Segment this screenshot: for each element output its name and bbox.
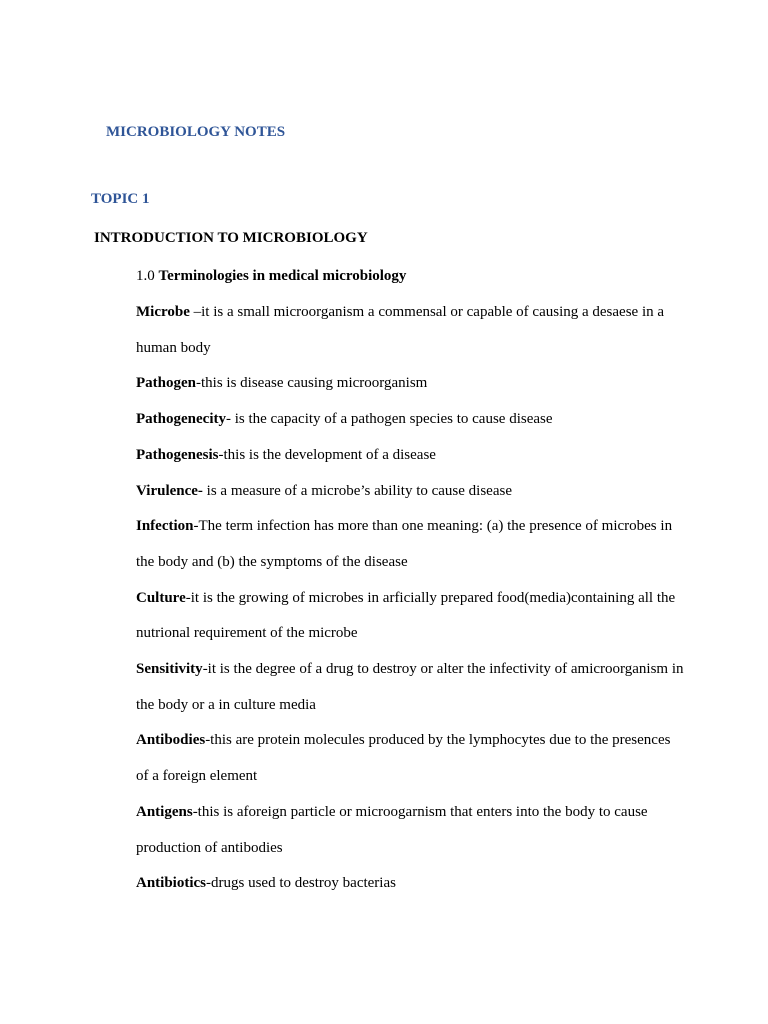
topic-heading: TOPIC 1 xyxy=(91,191,150,207)
definition-term: Pathogen xyxy=(136,375,196,392)
definition-item xyxy=(136,474,686,510)
section-number: 1.0 xyxy=(136,268,155,284)
definition-text: - is the capacity of a pathogen species to cause disease xyxy=(225,411,553,428)
definition-item xyxy=(136,723,686,794)
definition-term: Antibiotics xyxy=(136,875,207,892)
definition-term: Pathogenecity xyxy=(136,411,226,428)
intro-heading: INTRODUCTION TO MICROBIOLOGY xyxy=(94,230,368,246)
notes-title: MICROBIOLOGY NOTES xyxy=(106,124,286,140)
definition-text: is a measure of a microbe’s ability to cause disease xyxy=(202,482,512,499)
definition-item xyxy=(136,438,686,474)
definition-term: Antibodies xyxy=(136,732,206,749)
definition-item xyxy=(136,295,686,366)
definition-term: Microbe xyxy=(136,304,190,320)
definition-term: Infection xyxy=(136,518,194,535)
definition-term: Virulence- xyxy=(136,482,203,499)
definition-text: -this is aforeign particle or microogarnism that enters into the body to cause production of antibodies xyxy=(136,803,648,856)
definition-term: Sensitivity xyxy=(136,661,203,678)
definition-item xyxy=(136,581,686,652)
definition-item xyxy=(136,509,686,580)
definition-item xyxy=(136,366,686,402)
definition-term: Pathogenesis xyxy=(136,446,219,463)
definition-text: -drugs used to destroy bacterias xyxy=(206,875,396,892)
definition-term: Culture xyxy=(136,589,186,606)
definition-term: Antigens xyxy=(136,803,193,820)
definition-text: -this are protein molecules produced by the lymphocytes due to the presences of a foreign element xyxy=(136,732,671,785)
definition-item xyxy=(136,652,686,723)
definition-item xyxy=(136,866,686,902)
definition-text: -The term infection has more than one meaning: (a) the presence of microbes in the body and (b) the symptoms of the disease xyxy=(136,518,673,570)
definition-text: -it is the growing of microbes in arficially prepared food(media)containing all the nutrional requirement of the microbe xyxy=(136,589,676,642)
section-heading xyxy=(136,268,406,285)
definitions-list xyxy=(136,295,686,902)
definition-text: –it is a small microorganism a commensal or capable of causing a desaese in a human body xyxy=(136,304,665,356)
definition-item xyxy=(136,402,686,438)
definition-item xyxy=(136,795,686,866)
definition-text: -this is disease causing microorganism xyxy=(196,375,428,392)
section-title: Terminologies in medical microbiology xyxy=(158,268,407,284)
definition-text: -it is the degree of a drug to destroy or alter the infectivity of amicroorganism in the body or a in culture media xyxy=(136,661,684,713)
definition-text: -this is the development of a disease xyxy=(218,446,436,463)
